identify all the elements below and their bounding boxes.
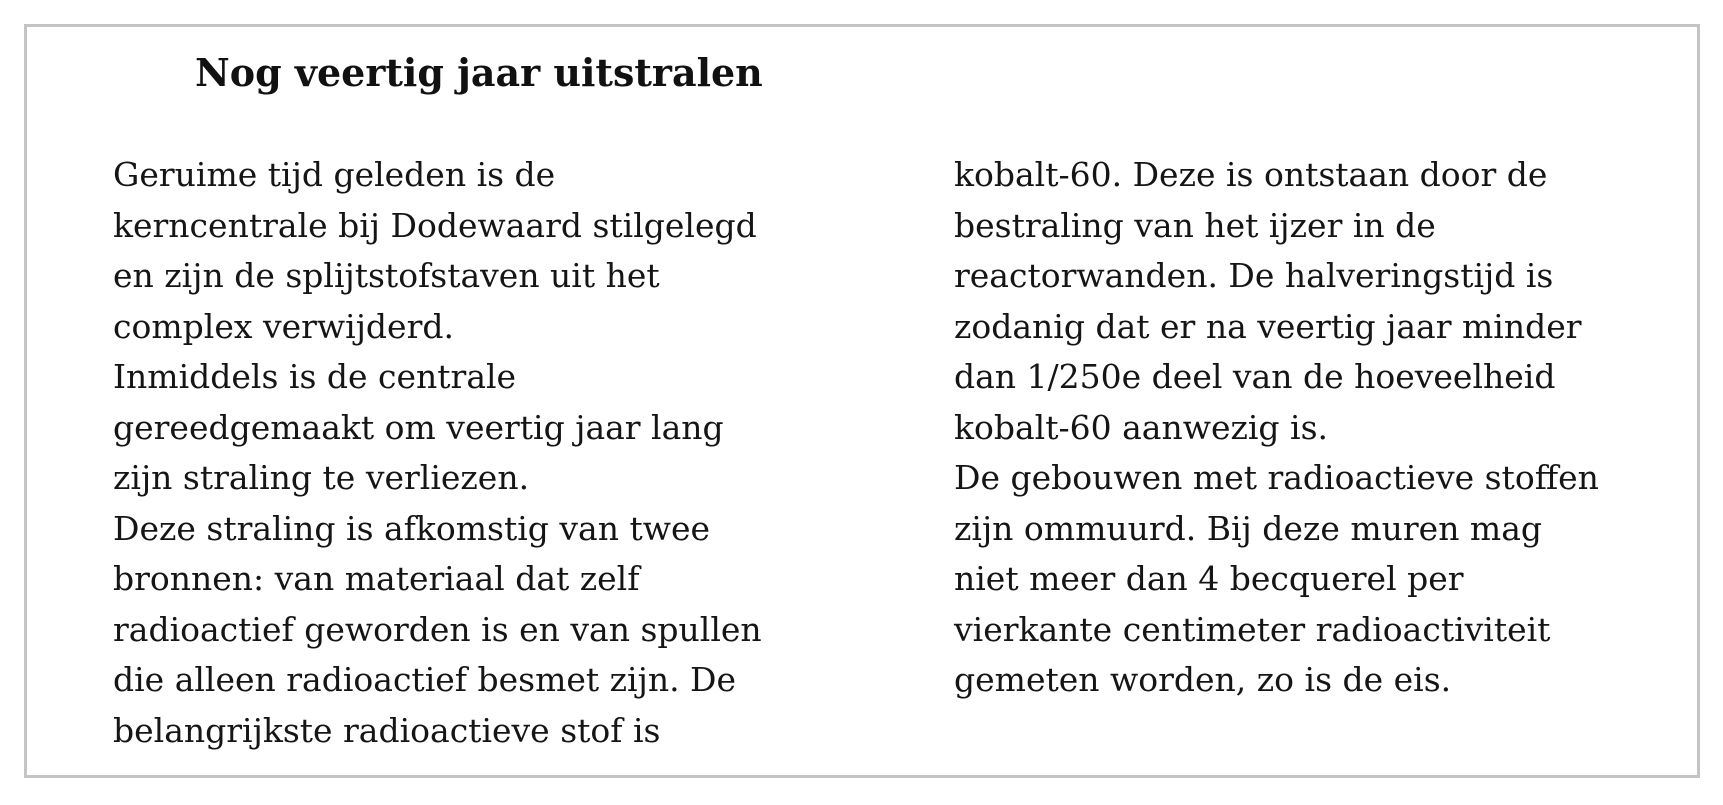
text-line: kobalt-60. Deze is ontstaan door de	[954, 155, 1548, 194]
text-line: dan 1/250e deel van de hoeveelheid	[954, 357, 1556, 396]
text-line: en zijn de splijtstofstaven uit het	[113, 256, 660, 295]
text-line: vierkante centimeter radioactiviteit	[954, 609, 1551, 649]
text-line: niet meer dan 4 becquerel per	[954, 559, 1464, 598]
text-line: kerncentrale bij Dodewaard stilgelegd	[113, 205, 757, 245]
text-line: Geruime tijd geleden is de	[113, 155, 556, 194]
text-line: belangrijkste radioactieve stof is	[113, 710, 661, 750]
text-line: reactorwanden. De halveringstijd is	[954, 256, 1554, 295]
text-line: radioactief geworden is en van spullen	[113, 609, 762, 649]
text-line: Inmiddels is de centrale	[113, 357, 517, 396]
text-line: complex verwijderd.	[113, 306, 454, 346]
text-line: die alleen radioactief besmet zijn. De	[113, 660, 737, 699]
text-line: Deze straling is afkomstig van twee	[113, 508, 711, 548]
text-line: gereedgemaakt om veertig jaar lang	[113, 407, 724, 447]
text-line: zijn ommuurd. Bij deze muren mag	[954, 508, 1543, 548]
text-line: kobalt-60 aanwezig is.	[954, 407, 1329, 447]
text-line: bestraling van het ijzer in de	[954, 205, 1436, 245]
text-line: zijn straling te verliezen.	[113, 458, 530, 497]
article-frame	[24, 24, 1700, 778]
text-line: zodanig dat er na veertig jaar minder	[954, 306, 1582, 346]
text-line: bronnen: van materiaal dat zelf	[113, 559, 640, 598]
text-line: gemeten worden, zo is de eis.	[954, 660, 1452, 699]
text-line: De gebouwen met radioactieve stoffen	[954, 458, 1599, 497]
article-title: Nog veertig jaar uitstralen	[195, 50, 763, 95]
left-column	[113, 150, 833, 756]
right-column	[954, 150, 1674, 706]
